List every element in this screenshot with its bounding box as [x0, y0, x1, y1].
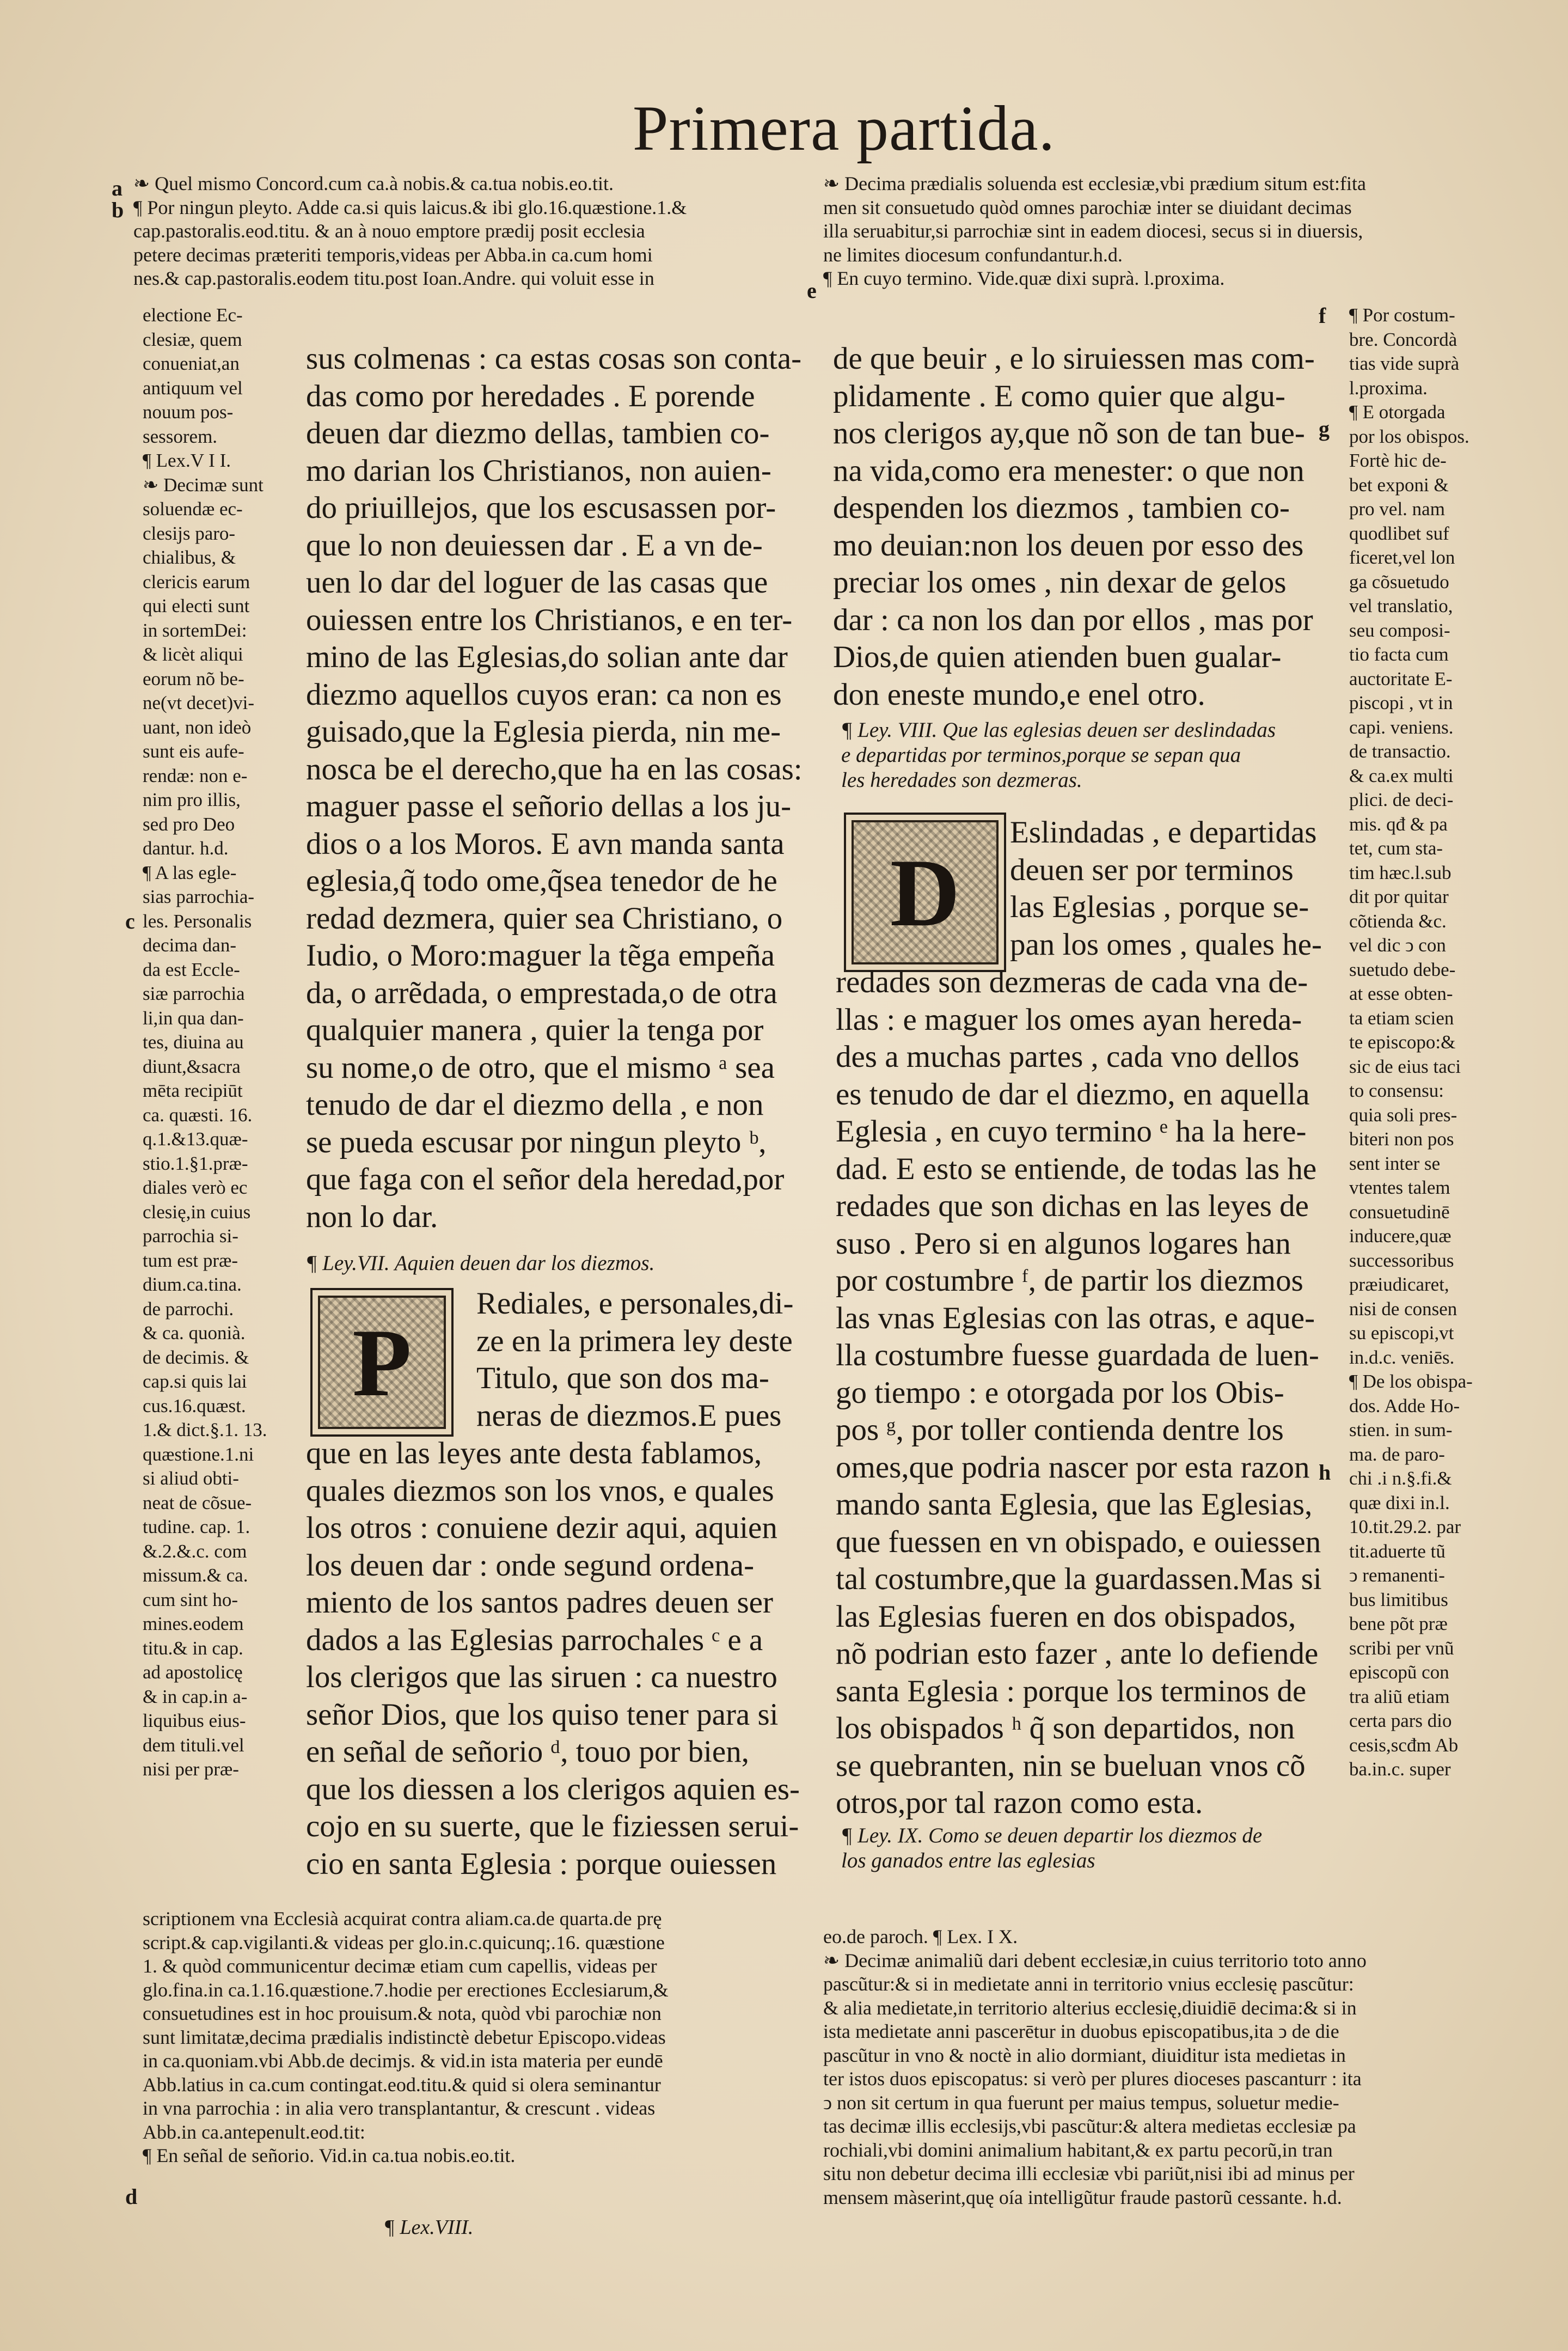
gloss-line: eo.de paroch. ¶ Lex. I X.	[823, 1926, 1018, 1947]
gloss-line: ¶ En señal de señorio. Vid.in ca.tua nobis.eo.tit.	[143, 2145, 516, 2166]
right-marginal-gloss	[1349, 303, 1473, 1782]
marginal-line: chi .i n.§.fi.&	[1349, 1468, 1452, 1489]
marginal-line: diunt,&sacra	[143, 1055, 241, 1077]
heading-line: les heredades son dezmeras.	[841, 768, 1082, 792]
marginal-line: ¶ Lex.V I I.	[143, 450, 231, 471]
text-line: que lo non deuiessen dar . E a vn de-	[306, 528, 763, 563]
marginal-line: nouum pos-	[143, 401, 234, 423]
gloss-line: Abb.in ca.antepenult.eod.tit:	[143, 2121, 365, 2143]
decorated-initial-d	[844, 813, 1006, 972]
marginal-line: ¶ De los obispa-	[1349, 1371, 1473, 1392]
text-line: lla costumbre fuesse guardada de luen-	[836, 1338, 1319, 1372]
text-line: es tenudo de dar el diezmo, en aquella	[836, 1077, 1310, 1112]
text-line: los deuen dar : onde segund ordena-	[306, 1548, 755, 1583]
marginal-line: ca. quæsti. 16.	[143, 1104, 253, 1126]
text-line: cio en santa Eglesia : porque ouiessen	[306, 1846, 777, 1881]
note-letter-h: h	[1319, 1460, 1331, 1485]
marginal-line: tim hæc.l.sub	[1349, 862, 1451, 883]
marginal-line: parrochia si-	[143, 1225, 238, 1247]
footer-lex-mark: ¶ Lex.VIII.	[384, 2216, 474, 2239]
marginal-line: tra aliũ etiam	[1349, 1686, 1450, 1707]
marginal-line: cum sint ho-	[143, 1589, 238, 1610]
note-letter-e: e	[807, 278, 817, 303]
marginal-line: qui electi sunt	[143, 595, 250, 616]
gloss-line: consuetudines est in hoc prouisum.& nota, quòd vbi parochiæ non	[143, 2002, 661, 2024]
text-line: des a muchas partes , cada vno dellos	[836, 1040, 1300, 1074]
marginal-line: electione Ec-	[143, 304, 243, 326]
marginal-line: vel dic ↄ con	[1349, 935, 1446, 956]
marginal-line: da est Eccle-	[143, 958, 240, 980]
marginal-line: sunt eis aufe-	[143, 741, 244, 762]
gloss-line: ista medietate anni pascerētur in duobus episcopatibus,ita ↄ de die	[823, 2020, 1339, 2042]
marginal-line: stio.1.§1.præ-	[143, 1152, 248, 1174]
gloss-line: sunt limitatæ,decima prædialis indistinctè debetur Episcopo.videas	[143, 2026, 666, 2048]
main-column-one	[306, 340, 803, 1236]
text-line: deuen ser por terminos	[1010, 852, 1294, 887]
marginal-line: li,in qua dan-	[143, 1007, 244, 1029]
marginal-line: dos. Adde Ho-	[1349, 1395, 1460, 1416]
marginal-line: & ca.ex multi	[1349, 765, 1454, 786]
heading-line: los ganados entre las eglesias	[841, 1849, 1095, 1872]
marginal-line: auctoritate E-	[1349, 668, 1453, 689]
text-line: que faga con el señor dela heredad,por	[306, 1162, 785, 1196]
marginal-line: ❧ Decimæ sunt	[143, 474, 264, 496]
text-line: los obispados ʰ q̃ son departidos, non	[836, 1711, 1295, 1745]
gloss-line: ❧ Decima prædialis soluenda est ecclesiæ,vbi prædium situm est:fita	[823, 173, 1366, 194]
text-line: nos clerigos ay,que nõ son de tan bue-	[833, 416, 1305, 450]
text-line: redad dezmera, quier sea Christiano, o	[306, 901, 783, 936]
marginal-line: bet exponi &	[1349, 474, 1449, 496]
marginal-line: tudine. cap. 1.	[143, 1516, 250, 1537]
initial-letter-p: P	[352, 1308, 412, 1416]
marginal-line: consuetudinē	[1349, 1201, 1450, 1223]
text-line: dios o a los Moros. E avn manda santa	[306, 826, 785, 861]
text-line: los clerigos que las siruen : ca nuestro	[306, 1660, 777, 1694]
heading-line: e departidas por terminos,porque se sepan qua	[841, 743, 1241, 767]
left-marginal-gloss	[143, 303, 267, 1782]
marginal-line: vel translatio,	[1349, 595, 1453, 616]
text-line: sus colmenas : ca estas cosas son conta-	[306, 341, 802, 376]
marginal-line: de transactio.	[1349, 741, 1451, 762]
gloss-line: ne limites diocesum confundantur.h.d.	[823, 243, 1123, 266]
gloss-line: Abb.latius in ca.cum contingat.eod.titu.& quid si olera seminantur	[143, 2073, 661, 2096]
text-line: quales diezmos son los vnos, e quales	[306, 1473, 774, 1508]
gloss-line: scriptionem vna Ecclesià acquirat contra aliam.ca.de quarta.de prę	[143, 1908, 662, 1929]
text-line: Iudio, o Moro:maguer la tẽga empeña	[306, 938, 775, 973]
marginal-line: biteri non pos	[1349, 1128, 1454, 1150]
marginal-line: sias parrochia-	[143, 886, 255, 907]
text-line: cojo en su suerte, que le fiziessen serui-	[306, 1809, 799, 1843]
gloss-line: ❧ Quel mismo Concord.cum ca.à nobis.& ca.tua nobis.eo.tit.	[133, 173, 614, 194]
note-letter-g: g	[1319, 417, 1330, 441]
marginal-line: ¶ A las egle-	[143, 862, 237, 883]
marginal-line: ma. de paro-	[1349, 1443, 1445, 1465]
text-line: llas : e maguer los omes ayan hereda-	[836, 1002, 1302, 1037]
text-line: nõ podrian esto fazer , ante lo defiende	[836, 1636, 1319, 1671]
marginal-line: antiquum vel	[143, 377, 243, 399]
marginal-line: Fortè hic de-	[1349, 450, 1447, 471]
bottom-right-gloss	[823, 1925, 1367, 2209]
text-line: ze en la primera ley deste	[476, 1323, 793, 1358]
text-line: que en las leyes ante desta fablamos,	[306, 1436, 762, 1470]
marginal-line: siæ parrochia	[143, 983, 245, 1004]
lex-ix-heading	[841, 1823, 1262, 1873]
marginal-line: q.1.&13.quæ-	[143, 1128, 248, 1150]
marginal-line: in.d.c. veniēs.	[1349, 1346, 1455, 1368]
gloss-line: mensem màserint,quę oía intelligũtur fraude pastorũ cessante. h.d.	[823, 2186, 1342, 2208]
marginal-line: cõtienda &c.	[1349, 910, 1447, 932]
marginal-line: & ca. quonià.	[143, 1322, 246, 1344]
gloss-line: ¶ Por ningun pleyto. Adde ca.si quis laicus.& ibi glo.16.quæstione.1.&	[133, 196, 687, 218]
text-line: dar : ca non los dan por ellos , mas por	[833, 602, 1313, 637]
marginal-line: præiudicaret,	[1349, 1274, 1449, 1295]
text-line: eglesia,q̃ todo ome,q̃sea tenedor de he	[306, 864, 777, 898]
marginal-line: mēta recipiūt	[143, 1080, 243, 1101]
top-left-gloss	[133, 172, 687, 291]
text-line: uen lo dar del loguer de las casas que	[306, 565, 768, 600]
gloss-line: 1. & quòd communicentur decimæ etiam cum capellis, videas per	[143, 1955, 657, 1977]
marginal-line: clesijs paro-	[143, 522, 236, 544]
lex-vii-beside-initial	[476, 1285, 793, 1434]
text-line: Titulo, que son dos ma-	[476, 1361, 769, 1395]
marginal-line: ne(vt decet)vi-	[143, 692, 255, 713]
marginal-line: l.proxima.	[1349, 377, 1428, 399]
text-line: suso . Pero si en algunos logares han	[836, 1226, 1291, 1261]
marginal-line: clericis earum	[143, 571, 250, 593]
marginal-line: to consensu:	[1349, 1080, 1444, 1101]
text-line: mo deuian:non los deuen por esso des	[833, 528, 1304, 563]
gloss-line: rochiali,vbi domini animalium habitant,& ex partu pecorũ,in tran	[823, 2139, 1333, 2161]
note-letter-f: f	[1319, 303, 1326, 328]
marginal-line: clesię,in cuius	[143, 1201, 251, 1223]
text-line: ouiessen entre los Christianos, e en ter-	[306, 602, 793, 637]
lex-viii-body	[836, 964, 1322, 1822]
marginal-line: quæstione.1.ni	[143, 1443, 254, 1465]
marginal-line: de decimis. &	[143, 1346, 249, 1368]
text-line: Eglesia , en cuyo termino ᵉ ha la here-	[836, 1114, 1307, 1149]
text-line: dados a las Eglesias parrochales ᶜ e a	[306, 1622, 763, 1657]
marginal-line: sed pro Deo	[143, 813, 235, 835]
decorated-initial-p	[310, 1288, 454, 1437]
marginal-line: si aliud obti-	[143, 1468, 239, 1489]
marginal-line: tes, diuina au	[143, 1031, 244, 1053]
marginal-line: tit.aduerte tũ	[1349, 1540, 1445, 1562]
marginal-line: dit por quitar	[1349, 886, 1449, 907]
text-line: do priuillejos, que los escusassen por-	[306, 491, 776, 525]
text-line: da, o arrẽdada, o emprestada,o de otra	[306, 975, 777, 1010]
marginal-line: & in cap.in a-	[143, 1686, 248, 1707]
marginal-line: vtentes talem	[1349, 1177, 1450, 1198]
top-right-gloss	[823, 172, 1366, 291]
marginal-line: quia soli pres-	[1349, 1104, 1457, 1126]
heading-line: ¶ Ley.VII. Aquien deuen dar los diezmos.	[306, 1251, 655, 1275]
text-line: redades que son dichas en las leyes de	[836, 1189, 1309, 1223]
marginal-line: sent inter se	[1349, 1152, 1441, 1174]
text-line: los otros : conuiene dezir aqui, aquien	[306, 1511, 777, 1545]
marginal-line: mines.eodem	[143, 1613, 244, 1634]
marginal-line: su episcopi,vt	[1349, 1322, 1454, 1344]
text-line: mando santa Eglesia, que las Eglesias,	[836, 1487, 1313, 1522]
marginal-line: diales verò ec	[143, 1177, 248, 1198]
marginal-line: &.2.&.c. com	[143, 1540, 247, 1562]
text-line: maguer passe el señorio dellas a los ju-	[306, 789, 792, 823]
text-line: non lo dar.	[306, 1199, 438, 1234]
gloss-line: script.& cap.vigilanti.& videas per glo.in.c.quicunq;.16. quæstione	[143, 1931, 665, 1953]
marginal-line: nisi de consen	[1349, 1298, 1457, 1320]
marginal-line: stien. in sum-	[1349, 1419, 1453, 1440]
text-line: despenden los diezmos , tambien co-	[833, 491, 1290, 525]
marginal-line: bene põt præ	[1349, 1613, 1448, 1634]
marginal-line: ¶ Por costum-	[1349, 304, 1455, 326]
text-line: qualquier manera , quier la tenga por	[306, 1013, 764, 1047]
marginal-line: uant, non ideò	[143, 716, 252, 738]
marginal-line: capi. veniens.	[1349, 716, 1454, 738]
text-line: las Eglesias fueren en dos obispados,	[836, 1599, 1296, 1634]
text-line: mino de las Eglesias,do solian ante dar	[306, 640, 788, 674]
gloss-line: pascũtur in vno & noctè in alio dormiant, diuiditur ista medietas in	[823, 2044, 1346, 2066]
marginal-line: ↄ remanenti-	[1349, 1565, 1445, 1586]
gloss-line: men sit consuetudo quòd omnes parochiæ inter se diuidant decimas	[823, 196, 1352, 218]
lex-viii-beside-initial	[1010, 814, 1322, 963]
text-line: guisado,que la Eglesia pierda, nin me-	[306, 715, 781, 749]
heading-line: ¶ Ley. VIII. Que las eglesias deuen ser deslindadas	[841, 718, 1276, 742]
marginal-line: eorum nõ be-	[143, 668, 244, 689]
marginal-line: scribi per vnũ	[1349, 1637, 1454, 1659]
marginal-line: conueniat,an	[143, 353, 240, 374]
text-line: de que beuir , e lo siruiessen mas com-	[833, 341, 1315, 376]
marginal-line: 1.& dict.§.1. 13.	[143, 1419, 267, 1440]
marginal-line: clesiæ, quem	[143, 328, 242, 350]
gloss-line: cap.pastoralis.eod.titu. & an à nouo emptore prædij posit ecclesia	[133, 220, 645, 242]
marginal-line: inducere,quæ	[1349, 1225, 1451, 1247]
gloss-line: tas decimæ illis ecclesijs,vbi pascũtur:& altera medietas ecclesiæ pa	[823, 2115, 1356, 2137]
marginal-line: dantur. h.d.	[143, 838, 229, 859]
text-line: tenudo de dar el diezmo della , e non	[306, 1088, 764, 1122]
text-line: su nome,o de otro, que el mismo ᵃ sea	[306, 1050, 775, 1085]
note-letter-d: d	[125, 2184, 138, 2209]
marginal-line: certa pars dio	[1349, 1710, 1452, 1731]
marginal-line: por los obispos.	[1349, 425, 1469, 447]
text-line: en señal de señorio ᵈ, touo por bien,	[306, 1735, 749, 1769]
text-line: otros,por tal razon como esta.	[836, 1786, 1203, 1820]
note-letter-b: b	[112, 198, 124, 222]
marginal-line: tio facta cum	[1349, 644, 1449, 665]
gloss-line: pascũtur:& si in medietate anni in territorio vnius ecclesię pascũtur:	[823, 1973, 1354, 1995]
text-line: Eslindadas , e departidas	[1010, 815, 1317, 850]
page-title: Primera partida.	[632, 93, 1056, 164]
text-line: santa Eglesia : porque los terminos de	[836, 1674, 1307, 1708]
text-line: las Eglesias , porque se-	[1010, 890, 1309, 924]
marginal-line: cesis,scđm Ab	[1349, 1734, 1459, 1756]
marginal-line: sessorem.	[143, 425, 218, 447]
marginal-line: seu composi-	[1349, 619, 1450, 641]
text-line: pos ᵍ, por toller contienda dentre los	[836, 1413, 1284, 1447]
text-line: na vida,como era menester: o que non	[833, 453, 1304, 488]
marginal-line: at esse obten-	[1349, 983, 1453, 1004]
marginal-line: chialibus, &	[143, 547, 236, 568]
marginal-line: bre. Concordà	[1349, 328, 1457, 350]
marginal-line: ¶ E otorgada	[1349, 401, 1445, 423]
marginal-line: liquibus eius-	[143, 1710, 246, 1731]
gloss-line: ↄ non sit certum in qua fuerunt per maius tempus, soluetur medie-	[823, 2091, 1339, 2114]
text-line: tal costumbre,que la guardassen.Mas si	[836, 1562, 1322, 1596]
text-line: nosca be el derecho,que ha en las cosas:	[306, 752, 803, 786]
marginal-line: tias vide suprà	[1349, 353, 1460, 374]
gloss-line: situ non debetur decima illi ecclesiæ vbi pariũt,nisi ibi ad minus per	[823, 2163, 1355, 2184]
text-line: pan los omes , quales he-	[1010, 927, 1322, 962]
marginal-line: soluendæ ec-	[143, 498, 243, 520]
gloss-line: ❧ Decimæ animaliũ dari debent ecclesiæ,in cuius territorio toto anno	[823, 1949, 1367, 1971]
marginal-line: decima dan-	[143, 935, 236, 956]
text-line: plidamente . E como quier que algu-	[833, 378, 1285, 413]
marginal-line: nisi per præ-	[143, 1758, 239, 1780]
marginal-line: piscopi , vt in	[1349, 692, 1453, 713]
marginal-line: cap.si quis lai	[143, 1371, 247, 1392]
text-line: señor Dios, que los quiso tener para si	[306, 1697, 779, 1732]
text-line: don eneste mundo,e enel otro.	[833, 677, 1205, 712]
bottom-left-gloss	[143, 1907, 669, 2168]
marginal-line: ba.in.c. super	[1349, 1758, 1451, 1780]
marginal-line: missum.& ca.	[143, 1565, 248, 1586]
marginal-line: neat de cõsue-	[143, 1492, 252, 1513]
marginal-line: les. Personalis	[143, 910, 252, 932]
lex-vii-heading	[306, 1251, 654, 1276]
marginal-line: ad apostolicę	[143, 1662, 243, 1683]
marginal-line: sic de eius taci	[1349, 1055, 1461, 1077]
marginal-line: & licèt aliqui	[143, 644, 243, 665]
marginal-line: tum est præ-	[143, 1249, 238, 1271]
text-line: Rediales, e personales,di-	[476, 1286, 794, 1321]
lex-viii-heading	[841, 718, 1276, 793]
lex-vii-body	[306, 1435, 800, 1883]
text-line: redades son dezmeras de cada vna de-	[836, 965, 1308, 999]
text-line: go tiempo : e otorgada por los Obis-	[836, 1375, 1284, 1410]
text-line: que los diessen a los clerigos aquien es-	[306, 1772, 800, 1806]
marginal-line: rendæ: non e-	[143, 765, 248, 786]
text-line: mo darian los Christianos, non auien-	[306, 453, 771, 488]
note-letter-a: a	[112, 176, 122, 200]
marginal-line: bus limitibus	[1349, 1589, 1448, 1610]
marginal-line: cus.16.quæst.	[143, 1395, 246, 1416]
marginal-line: pro vel. nam	[1349, 498, 1445, 520]
heading-line: ¶ Ley. IX. Como se deuen departir los diezmos de	[841, 1824, 1263, 1847]
text-line: dad. E esto se entiende, de todas las he	[836, 1151, 1317, 1186]
gloss-line: illa seruabitur,si parrochiæ sint in eadem diocesi, secus si in diuersis,	[823, 220, 1363, 242]
marginal-line: successoribus	[1349, 1249, 1454, 1271]
gloss-line: in vna parrochia : in alia vero transplantantur, & crescunt . videas	[143, 2097, 656, 2119]
note-letter-c: c	[125, 909, 135, 933]
text-line: Dios,de quien atienden buen gualar-	[833, 640, 1282, 674]
text-line: omes,que podria nascer por esta razon	[836, 1450, 1310, 1485]
marginal-line: episcopũ con	[1349, 1662, 1449, 1683]
gloss-line: glo.fina.in ca.1.16.quæstione.7.hodie per erectiones Ecclesiarum,&	[143, 1978, 669, 2001]
text-line: se pueda escusar por ningun pleyto ᵇ,	[306, 1125, 767, 1159]
gloss-line: ter istos duos episcopatus: si verò per plures dioceses pascanturr : ita	[823, 2068, 1362, 2090]
marginal-line: suetudo debe-	[1349, 958, 1456, 980]
marginal-line: in sortemDei:	[143, 619, 247, 641]
initial-letter-d: D	[890, 838, 960, 946]
marginal-line: mis. qđ & pa	[1349, 813, 1448, 835]
main-column-two	[833, 340, 1315, 713]
text-line: neras de diezmos.E pues	[476, 1398, 782, 1433]
marginal-line: te episcopo:&	[1349, 1031, 1456, 1053]
marginal-line: titu.& in cap.	[143, 1637, 243, 1659]
text-line: preciar los omes , nin dexar de gelos	[833, 565, 1287, 600]
marginal-line: ta etiam scien	[1349, 1007, 1454, 1029]
marginal-line: tet, cum sta-	[1349, 838, 1443, 859]
gloss-line: nes.& cap.pastoralis.eodem titu.post Ioan.Andre. qui voluit esse in	[133, 267, 654, 289]
marginal-line: de parrochi.	[143, 1298, 234, 1320]
text-line: las vnas Eglesias con las otras, e aque-	[836, 1300, 1315, 1335]
gloss-line: in ca.quoniam.vbi Abb.de decimjs. & vid.in ista materia per eundē	[143, 2050, 663, 2072]
marginal-line: nim pro illis,	[143, 789, 241, 810]
marginal-line: quodlibet suf	[1349, 522, 1449, 544]
marginal-line: dem tituli.vel	[143, 1734, 244, 1756]
text-line: diezmo aquellos cuyos eran: ca non es	[306, 677, 782, 712]
text-line: se quebranten, nin se bueluan vnos cõ	[836, 1748, 1306, 1783]
text-line: miento de los santos padres deuen ser	[306, 1585, 773, 1620]
gloss-line: petere decimas præteriti temporis,videas per Abba.in ca.cum homi	[133, 243, 653, 266]
text-line: por costumbre ᶠ, de partir los diezmos	[836, 1263, 1303, 1298]
marginal-line: plici. de deci-	[1349, 789, 1454, 810]
marginal-line: dium.ca.tina.	[143, 1274, 242, 1295]
gloss-line: & alia medietate,in territorio alterius ecclesię,diuidiē decima:& si in	[823, 1996, 1357, 2019]
text-line: das como por heredades . E porende	[306, 378, 755, 413]
marginal-line: 10.tit.29.2. par	[1349, 1516, 1461, 1537]
text-line: deuen dar diezmo dellas, tambien co-	[306, 416, 770, 450]
marginal-line: ga cõsuetudo	[1349, 571, 1449, 593]
marginal-line: ficeret,vel lon	[1349, 547, 1455, 568]
marginal-line: quæ dixi in.l.	[1349, 1492, 1450, 1513]
text-line: que fuessen en vn obispado, e ouiessen	[836, 1524, 1321, 1559]
gloss-line: ¶ En cuyo termino. Vide.quæ dixi suprà. l.proxima.	[823, 267, 1225, 289]
